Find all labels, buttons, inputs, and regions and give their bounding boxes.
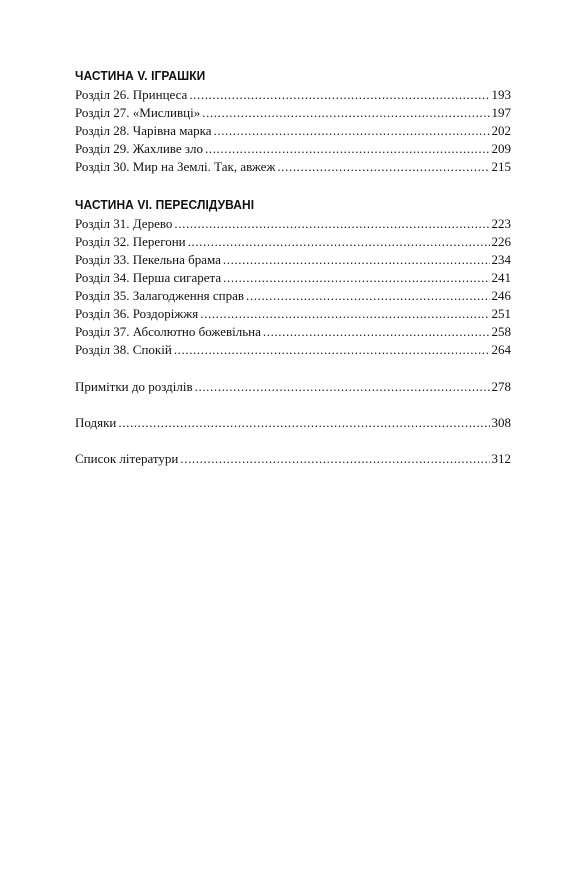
toc-entry-chapter-31[interactable]	[75, 215, 511, 233]
toc-entry-chapter-32[interactable]	[75, 233, 511, 251]
toc-entry-label: Розділ 33. Пекельна брама	[75, 252, 221, 267]
toc-entry-page: 209	[491, 141, 511, 156]
part-6	[75, 195, 511, 359]
dot-leader	[118, 414, 489, 432]
toc-entry-bibliography-block	[75, 450, 511, 468]
dot-leader	[189, 86, 489, 104]
table-of-contents	[75, 66, 511, 486]
toc-entry-page: 193	[491, 87, 511, 102]
toc-entry-page: 278	[491, 379, 511, 394]
toc-entry-label: Розділ 28. Чарівна марка	[75, 123, 212, 138]
toc-entry-label: Розділ 26. Принцеса	[75, 87, 188, 102]
dot-leader	[174, 341, 490, 359]
toc-entry-page: 202	[491, 123, 511, 138]
toc-entry-page: 264	[491, 342, 511, 357]
part-heading: ЧАСТИНА V. ІГРАШКИ	[75, 68, 206, 83]
toc-entry-chapter-28[interactable]	[75, 122, 511, 140]
dot-leader	[202, 104, 489, 122]
toc-entry-chapter-37[interactable]	[75, 323, 511, 341]
toc-entry-bibliography[interactable]	[75, 450, 511, 468]
toc-entry-chapter-33[interactable]	[75, 251, 511, 269]
toc-entry-chapter-27[interactable]	[75, 104, 511, 122]
toc-entry-page: 223	[491, 216, 511, 231]
toc-entry-label: Розділ 31. Дерево	[75, 216, 173, 231]
toc-entry-label: Список літератури	[75, 451, 179, 466]
dot-leader	[174, 215, 489, 233]
toc-entry-label: Розділ 30. Мир на Землі. Так, авжеж	[75, 159, 276, 174]
toc-entry-label: Розділ 27. «Мисливці»	[75, 105, 201, 120]
toc-entry-page: 215	[491, 159, 511, 174]
dot-leader	[263, 323, 490, 341]
toc-entry-notes-block	[75, 378, 511, 396]
dot-leader	[200, 305, 489, 323]
toc-entry-label: Розділ 36. Роздоріжжя	[75, 306, 199, 321]
part-5	[75, 66, 511, 176]
toc-entry-page: 246	[491, 288, 511, 303]
toc-entry-label: Розділ 37. Абсолютно божевільна	[75, 324, 261, 339]
dot-leader	[188, 233, 490, 251]
toc-entry-page: 312	[491, 451, 511, 466]
toc-entry-chapter-26[interactable]	[75, 86, 511, 104]
toc-entry-notes[interactable]	[75, 378, 511, 396]
dot-leader	[180, 450, 489, 468]
dot-leader	[223, 269, 489, 287]
part-heading: ЧАСТИНА VI. ПЕРЕСЛІДУВАНІ	[75, 197, 255, 212]
toc-entry-label: Примітки до розділів	[75, 379, 193, 394]
toc-entry-page: 258	[491, 324, 511, 339]
dot-leader	[195, 378, 490, 396]
dot-leader	[205, 140, 489, 158]
toc-entry-page: 251	[491, 306, 511, 321]
toc-entry-chapter-29[interactable]	[75, 140, 511, 158]
dot-leader	[277, 158, 489, 176]
toc-entry-page: 308	[491, 415, 511, 430]
toc-entry-label: Розділ 32. Перегони	[75, 234, 186, 249]
dot-leader	[214, 122, 490, 140]
dot-leader	[246, 287, 489, 305]
toc-entry-label: Розділ 34. Перша сигарета	[75, 270, 222, 285]
toc-entry-chapter-30[interactable]	[75, 158, 511, 176]
toc-entry-label: Подяки	[75, 415, 117, 430]
toc-entry-label: Розділ 29. Жахливе зло	[75, 141, 204, 156]
toc-entry-chapter-34[interactable]	[75, 269, 511, 287]
dot-leader	[223, 251, 490, 269]
toc-entry-acknowledgements-block	[75, 414, 511, 432]
toc-entry-page: 197	[491, 105, 511, 120]
toc-entry-chapter-35[interactable]	[75, 287, 511, 305]
toc-entry-page: 234	[491, 252, 511, 267]
toc-entry-acknowledgements[interactable]	[75, 414, 511, 432]
toc-entry-chapter-36[interactable]	[75, 305, 511, 323]
toc-entry-page: 226	[491, 234, 511, 249]
toc-entry-chapter-38[interactable]	[75, 341, 511, 359]
toc-entry-page: 241	[491, 270, 511, 285]
toc-entry-label: Розділ 35. Залагодження справ	[75, 288, 245, 303]
toc-entry-label: Розділ 38. Спокій	[75, 342, 172, 357]
